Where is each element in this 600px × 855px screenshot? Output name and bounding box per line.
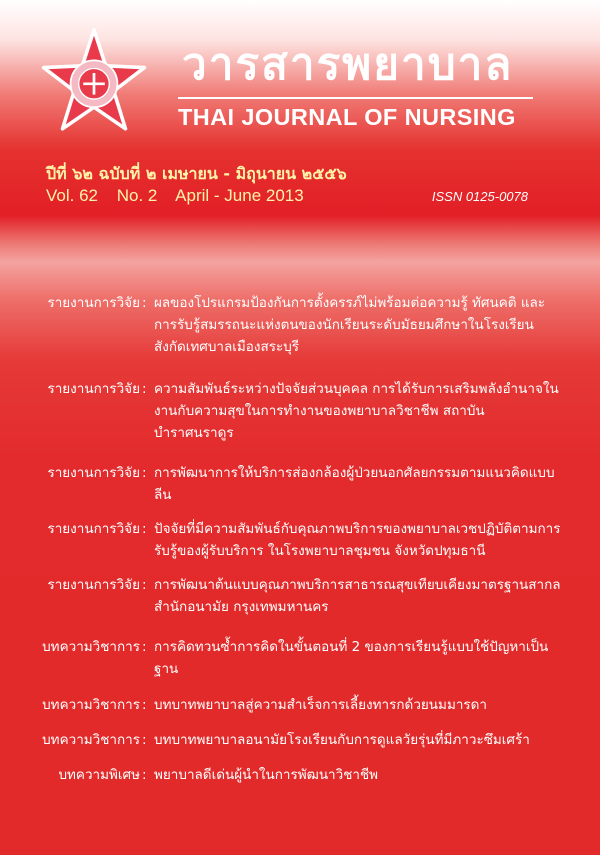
toc-title: การพัฒนาต้นแบบคุณภาพบริการสาธารณสุขเทียบเคียงมาตรฐานสากล สำนักอนามัย กรุงเทพมหานคร (154, 577, 561, 615)
toc-title: การพัฒนาการให้บริการส่องกล้องผู้ป่วยนอกศัลยกรรมตามแนวคิดแบบลีน (154, 465, 555, 503)
toc-category: รายงานการวิจัย (47, 577, 140, 593)
toc-category: บทความวิชาการ (42, 639, 140, 655)
toc-title: พยาบาลดีเด่นผู้นำในการพัฒนาวิชาชีพ (154, 767, 379, 783)
journal-title-thai: วารสารพยาบาล (182, 39, 514, 90)
period-label: April - June 2013 (175, 186, 304, 205)
volume-label: Vol. 62 (46, 186, 98, 205)
number-label: No. 2 (116, 186, 158, 205)
toc-category: รายงานการวิจัย (47, 465, 140, 481)
nursing-association-star-logo-icon (40, 28, 148, 136)
toc-title: บทบาทพยาบาลอนามัยโรงเรียนกับการดูแลวัยรุ่นที่มีภาวะซึมเศร้า (154, 732, 530, 748)
toc-title: บทบาทพยาบาลสู่ความสำเร็จการเลี้ยงทารกด้วยนมมารดา (154, 697, 488, 713)
toc-category: บทความวิชาการ (42, 732, 140, 748)
journal-cover: วารสารพยาบาล THAI JOURNAL OF NURSING ปีที่ ๖๒ ฉบับที่ ๒ เมษายน - มิถุนายน ๒๕๕๖ Vol. 62 No. 2 April - June 2013 ISSN 0125-0078 รายงานการวิจัย : ผลของโปรแกรมป้องกันการตั้งครรภ์ไม่พร้อมต่อความรู้ ทัศนคติ และการรับรู้สมรรถนะแห่งตนของนักเรียนระดับมัธยมศึกษาในโรงเรียนสังกัดเทศบาลเมืองสระบุรี รายงานการวิจัย : ความสัมพันธ์ระหว่างปัจจัยส่วนบุคคล การได้รับการเสริมพลังอำนาจในงานกับความสุขในการทำงานของพยาบาลวิชาชีพ สถาบันบำราศนราดูร รายงานการวิจัย : การพัฒนาการให้บริการส่องกล้องผู้ป่วยนอกศัลยกรรมตามแนวคิดแบบลีน รายงานการวิจัย : ปัจจัยที่มีความสัมพันธ์กับคุณภาพบริการของพยาบาลเวชปฏิบัติตามการรับรู้ของผู้รับบริการ ในโรงพยาบาลชุมชน จังหวัดปทุมธานี รายงานการวิจัย : การพัฒนาต้นแบบคุณภาพบริการสาธารณสุขเทียบเคียงมาตรฐานสากล สำนักอนามัย กรุงเทพมหานคร บทความวิชาการ : การคิดทวนซ้ำการคิดในขั้นตอนที่ 2 ของการเรียนรู้แบบใช้ปัญหาเป็นฐาน บทความวิชาการ : บทบาทพยาบาลสู่ความสำเร็จการเลี้ยงทารกด้วยนมมารดา บทความวิชาการ : บทบาทพยาบาลอนามัยโรงเรียนกับการดูแลวัยรุ่นที่มีภาวะซึมเศร้า บทความพิเศษ : พยาบาลดีเด่นผู้นำในการพัฒนาวิชาชีพ (0, 0, 600, 855)
toc-category: บทความวิชาการ (42, 697, 140, 713)
journal-title-english: THAI JOURNAL OF NURSING (178, 104, 516, 130)
toc-category: รายงานการวิจัย (47, 381, 140, 397)
issue-info-thai: ปีที่ ๖๒ ฉบับที่ ๒ เมษายน - มิถุนายน ๒๕๕๖ (46, 164, 347, 183)
issue-info-english (46, 186, 318, 206)
issn-label: ISSN 0125-0078 (431, 189, 528, 204)
toc-title: ปัจจัยที่มีความสัมพันธ์กับคุณภาพบริการของพยาบาลเวชปฏิบัติตามการรับรู้ของผู้รับบริการ ในโรงพยาบาลชุมชน จังหวัดปทุมธานี (154, 521, 561, 559)
toc-category: รายงานการวิจัย (47, 521, 140, 537)
toc-category: รายงานการวิจัย (47, 295, 140, 311)
toc-title: ผลของโปรแกรมป้องกันการตั้งครรภ์ไม่พร้อมต่อความรู้ ทัศนคติ และการรับรู้สมรรถนะแห่งตนของนักเรียนระดับมัธยมศึกษาในโรงเรียนสังกัดเทศบาลเมืองสระบุรี (154, 295, 546, 355)
toc-title: ความสัมพันธ์ระหว่างปัจจัยส่วนบุคคล การได้รับการเสริมพลังอำนาจในงานกับความสุขในการทำงานของพยาบาลวิชาชีพ สถาบันบำราศนราดูร (154, 381, 559, 441)
toc-category: บทความพิเศษ (58, 767, 140, 783)
toc-title: การคิดทวนซ้ำการคิดในขั้นตอนที่ 2 ของการเรียนรู้แบบใช้ปัญหาเป็นฐาน (154, 639, 549, 677)
title-divider (178, 97, 533, 99)
